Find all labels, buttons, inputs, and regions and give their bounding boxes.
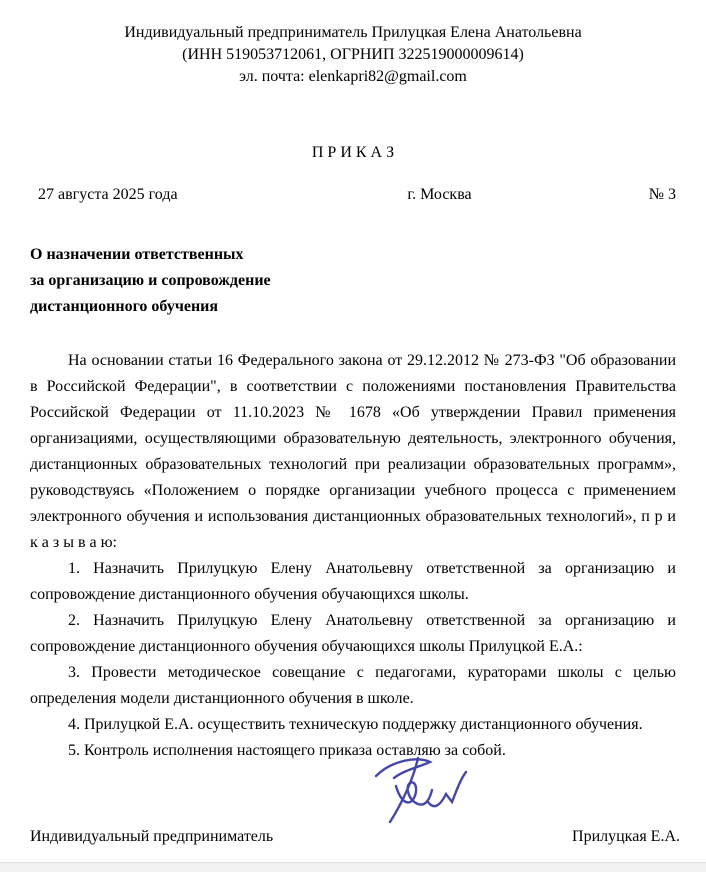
order-item: 4. Прилуцкой Е.А. осуществить техническую поддержку дистанционного обучения. — [68, 716, 643, 733]
handwritten-signature-icon — [352, 752, 482, 832]
preamble-paragraph: На основании статьи 16 Федерального закона от 29.12.2012 № 273-ФЗ "Об образовании в Российской Федерации", в соответствии с положениями постановления Правительства Российской Федерации от 11.10.2023 № 1678 «Об утверждении Правил применения организациями, осуществляющими образовательную деятельность, электронного обучения, дистанционных образовательных технологий при реализации образовательных программ», руководствуясь «Положением о порядке организации учебного процесса с применением электронного обучения и использования дистанционных образовательных технологий», п р и к а з ы в а ю: — [30, 352, 676, 551]
subject-line: О назначении ответственных — [30, 246, 244, 263]
signature-row — [30, 828, 680, 846]
subject-line: дистанционного обучения — [30, 298, 219, 315]
order-item: 3. Провести методическое совещание с педагогами, кураторами школы с целью определения модели дистанционного обучения в школе. — [30, 664, 676, 707]
order-subject — [30, 242, 676, 320]
order-body — [30, 348, 676, 764]
order-title: П Р И К А З — [311, 144, 395, 161]
subject-line: за организацию и сопровождение — [30, 272, 271, 289]
window-bottom-bar — [0, 862, 706, 872]
letterhead — [0, 0, 706, 88]
order-number: № 3 — [648, 186, 676, 203]
letterhead-entrepreneur-name: Индивидуальный предприниматель Прилуцкая Елена Анатольевна — [124, 24, 582, 41]
letterhead-email: эл. почта: elenkapri82@gmail.com — [239, 68, 467, 85]
signer-name: Прилуцкая Е.А. — [572, 828, 680, 845]
order-date: 27 августа 2025 года — [38, 186, 178, 203]
order-item: 5. Контроль исполнения настоящего приказа оставляю за собой. — [68, 742, 506, 759]
order-meta-row — [38, 186, 676, 204]
letterhead-inn-ogrnip: (ИНН 519053712061, ОГРНИП 322519000009614) — [182, 46, 524, 63]
order-item: 1. Назначить Прилуцкую Елену Анатольевну ответственной за организацию и сопровождение дистанционного обучения обучающихся школы. — [30, 560, 676, 603]
order-city: г. Москва — [407, 186, 472, 203]
signer-role: Индивидуальный предприниматель — [30, 828, 274, 845]
order-item: 2. Назначить Прилуцкую Елену Анатольевну ответственной за организацию и сопровождение дистанционного обучения обучающихся школы Прилуцкой Е.А.: — [30, 612, 676, 655]
